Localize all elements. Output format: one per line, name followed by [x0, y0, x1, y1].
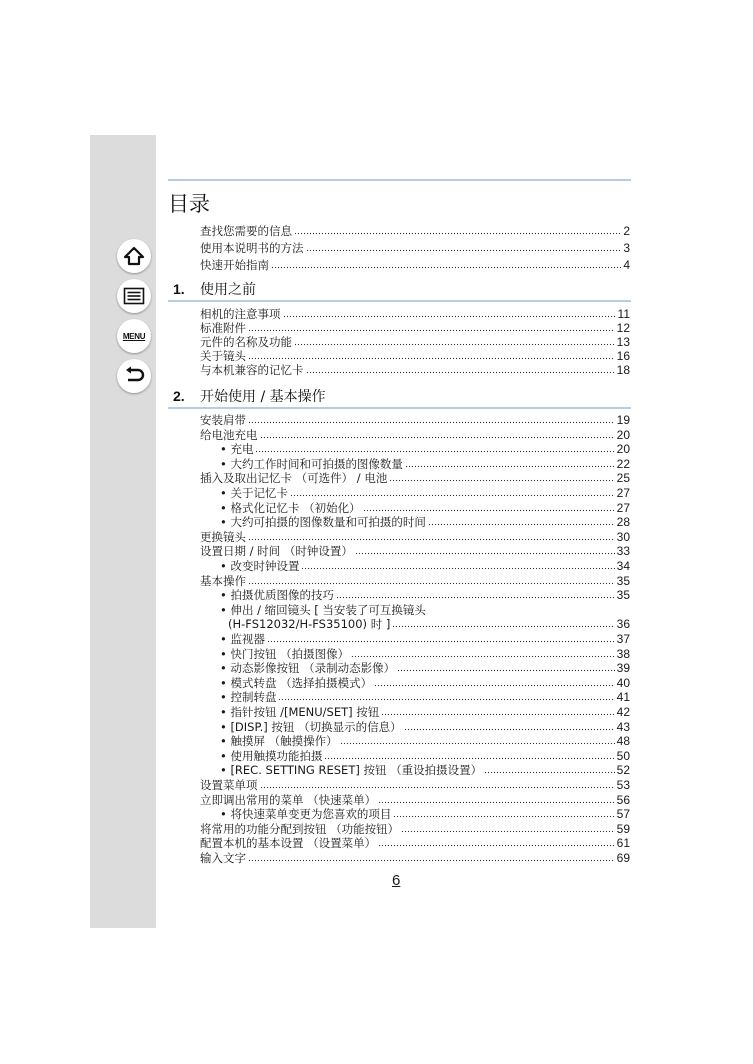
toc-subentry[interactable]: • 将快速菜单变更为您喜欢的项目 57	[220, 807, 630, 822]
section-rule	[168, 300, 631, 302]
back-button[interactable]	[117, 359, 151, 393]
section-heading: 2. 开始使用 / 基本操作	[173, 388, 326, 405]
toc-entry[interactable]: 设置日期 / 时间 （时钟设置） 33	[200, 544, 630, 559]
toc-entry[interactable]: 使用本说明书的方法 3	[200, 241, 630, 255]
toc-subentry[interactable]: • 格式化记忆卡 （初始化） 27	[220, 500, 630, 515]
toc-entry[interactable]: 快速开始指南 4	[200, 258, 630, 272]
toc-subentry[interactable]: • 伸出 / 缩回镜头 [ 当安装了可互换镜头	[220, 602, 426, 617]
toc-subentry[interactable]: • 控制转盘 41	[220, 690, 630, 705]
toc-entry[interactable]: 基本操作 35	[200, 573, 630, 588]
toc-subentry[interactable]: • 关于记忆卡 27	[220, 486, 630, 500]
toc-entry[interactable]: 插入及取出记忆卡 （可选件） / 电池 25	[200, 471, 630, 486]
toc-subentry[interactable]: • 动态影像按钮 （录制动态影像） 39	[220, 661, 630, 676]
section-rule	[168, 407, 631, 409]
toc-subentry[interactable]: • [REC. SETTING RESET] 按钮 （重设拍摄设置） 52	[220, 763, 630, 778]
section-heading: 1. 使用之前	[173, 281, 256, 298]
page-title: 目录	[168, 192, 210, 216]
home-icon	[123, 245, 145, 267]
toc-entry[interactable]: 更换镜头 30	[200, 529, 630, 544]
toc-entry[interactable]: 安装肩带 19	[200, 413, 630, 427]
toc-subentry[interactable]: • 拍摄优质图像的技巧 35	[220, 588, 630, 603]
toc-subentry[interactable]: • 监视器 37	[220, 632, 630, 646]
toc-entry[interactable]: 相机的注意事项 11	[200, 307, 630, 321]
header-rule	[168, 179, 631, 181]
toc-subentry[interactable]: • 指针按钮 /[MENU/SET] 按钮 42	[220, 705, 630, 719]
toc-subentry[interactable]: • 充电 20	[220, 442, 630, 457]
toc-entry[interactable]: 标准附件 12	[200, 321, 630, 335]
toc-entry[interactable]: 关于镜头 16	[200, 349, 630, 363]
toc-entry[interactable]: 元件的名称及功能 13	[200, 335, 630, 349]
toc-entry[interactable]: 立即调出常用的菜单 （快速菜单） 56	[200, 792, 630, 807]
toc-subentry[interactable]: • 触摸屏 （触摸操作） 48	[220, 734, 630, 749]
toc-subentry[interactable]: • 模式转盘 （选择拍摄模式） 40	[220, 675, 630, 690]
toc-entry[interactable]: 与本机兼容的记忆卡 18	[200, 363, 630, 377]
toc-subentry[interactable]: • 大约工作时间和可拍摄的图像数量 22	[220, 456, 630, 471]
toc-subentry[interactable]: • 大约可拍摄的图像数量和可拍摄的时间 28	[220, 515, 630, 530]
toc-subentry[interactable]: • 使用触摸功能拍摄 50	[220, 748, 630, 763]
menu-icon: MENU	[122, 331, 146, 341]
home-button[interactable]	[117, 239, 151, 273]
contents-list-icon	[123, 287, 145, 305]
toc-entry[interactable]: 查找您需要的信息 2	[200, 224, 630, 238]
toc-entry[interactable]: 输入文字 69	[200, 851, 630, 865]
toc-entry[interactable]: 将常用的功能分配到按钮 （功能按钮） 59	[200, 821, 630, 836]
toc-subentry[interactable]: • 快门按钮 （拍摄图像） 38	[220, 646, 630, 661]
toc-entry[interactable]: 设置菜单项 53	[200, 778, 630, 792]
toc-subentry[interactable]: • 改变时钟设置 34	[220, 559, 630, 573]
toc-entry[interactable]: 配置本机的基本设置 （设置菜单） 61	[200, 836, 630, 851]
contents-button[interactable]	[117, 279, 151, 313]
page-number: 6	[392, 872, 401, 889]
back-icon	[123, 366, 145, 386]
menu-button[interactable]	[117, 319, 151, 353]
toc-subentry[interactable]: • [DISP.] 按钮 （切换显示的信息） 43	[220, 719, 630, 734]
toc-subentry-continuation[interactable]: (H-FS12032/H-FS35100) 时 ] 36	[228, 617, 630, 632]
toc-entry[interactable]: 给电池充电 20	[200, 427, 630, 442]
